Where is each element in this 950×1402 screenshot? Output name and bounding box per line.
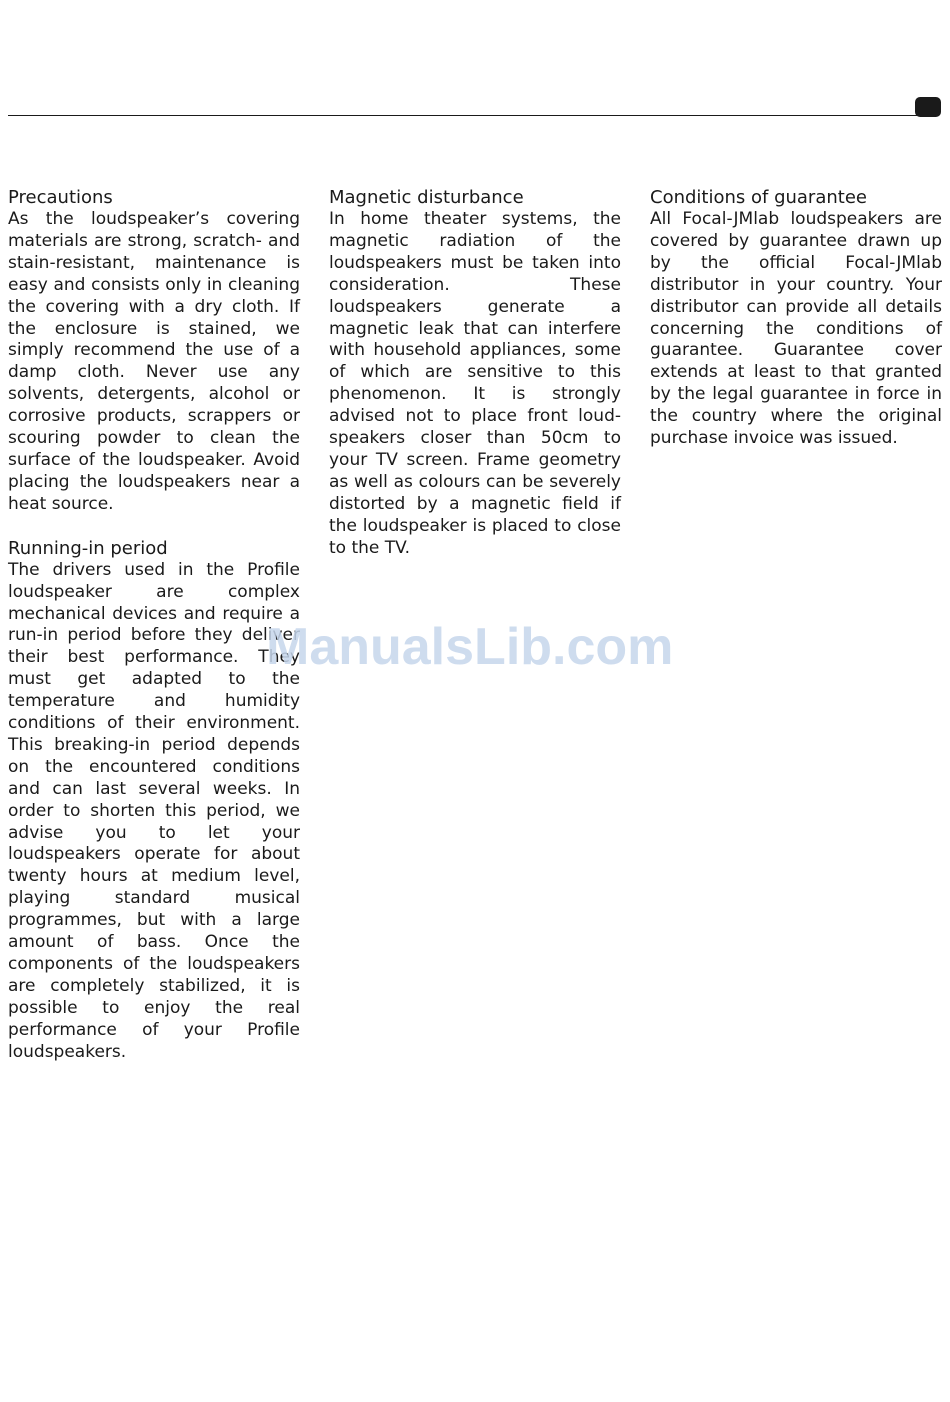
running-in-body: The drivers used in the Profile loudspeaker are complex mechanical devices and require a run-in period before they deliver their best performance. They must get adapted to the temperature and humidity conditions of their environment. This breaking-in period depends on the encountered conditions and can last several weeks. In order to shorten this period, we advise you to let your loudspeakers operate for about twenty hours at medium level, playing standard musical programmes, but with a large amount of bass. Once the components of the loudspeakers are completely stabilized, it is possible to enjoy the real performance of your Profile loudspeakers. — [8, 559, 300, 1062]
section-precautions — [8, 187, 300, 516]
page-tab-marker — [915, 97, 941, 117]
section-running-in — [8, 538, 300, 1064]
guarantee-body: All Focal-JMlab loudspeakers are covered by guarantee drawn up by the official Focal-JMlab distributor in your country. Your distributor can provide all details concerning the conditions of guarantee. Guarantee cover extends at least to that granted by the legal guarantee in force in the country where the original purchase invoice was issued. — [650, 209, 942, 449]
precautions-body: As the loudspeaker’s covering materials are strong, scratch- and stain-resistant, maintenance is easy and consists only in cleaning the covering with a dry cloth. If the enclosure is stained, we simply recommend the use of a damp cloth. Never use any solvents, detergents, alcohol or corrosive products, scrappers or scouring powder to clean the surface of the loudspeaker. Avoid placing the loudspeakers near a heat source. — [8, 209, 300, 514]
running-in-title: Running-in period — [8, 537, 168, 559]
magnetic-title: Magnetic disturbance — [329, 187, 524, 208]
column-middle — [329, 187, 621, 582]
guarantee-title: Conditions of guarantee — [650, 187, 867, 208]
magnetic-body: In home theater systems, the magnetic radiation of the loudspeakers must be taken into consideration. These loudspeakers generate a magnetic leak that can interfere with household appliances, some of which are sensitive to this phenomenon. It is strongly advised not to place front loud-speakers closer than 50cm to your TV screen. Frame geometry as well as colours can be severely distorted by a magnetic field if the loudspeaker is placed to close to the TV. — [329, 209, 621, 558]
column-right — [650, 187, 942, 472]
header-rule — [8, 115, 926, 116]
section-magnetic — [329, 187, 621, 560]
section-guarantee — [650, 187, 942, 450]
column-left — [8, 187, 300, 1086]
precautions-title: Precautions — [8, 187, 113, 208]
watermark: ManualsLib.com — [266, 618, 674, 676]
